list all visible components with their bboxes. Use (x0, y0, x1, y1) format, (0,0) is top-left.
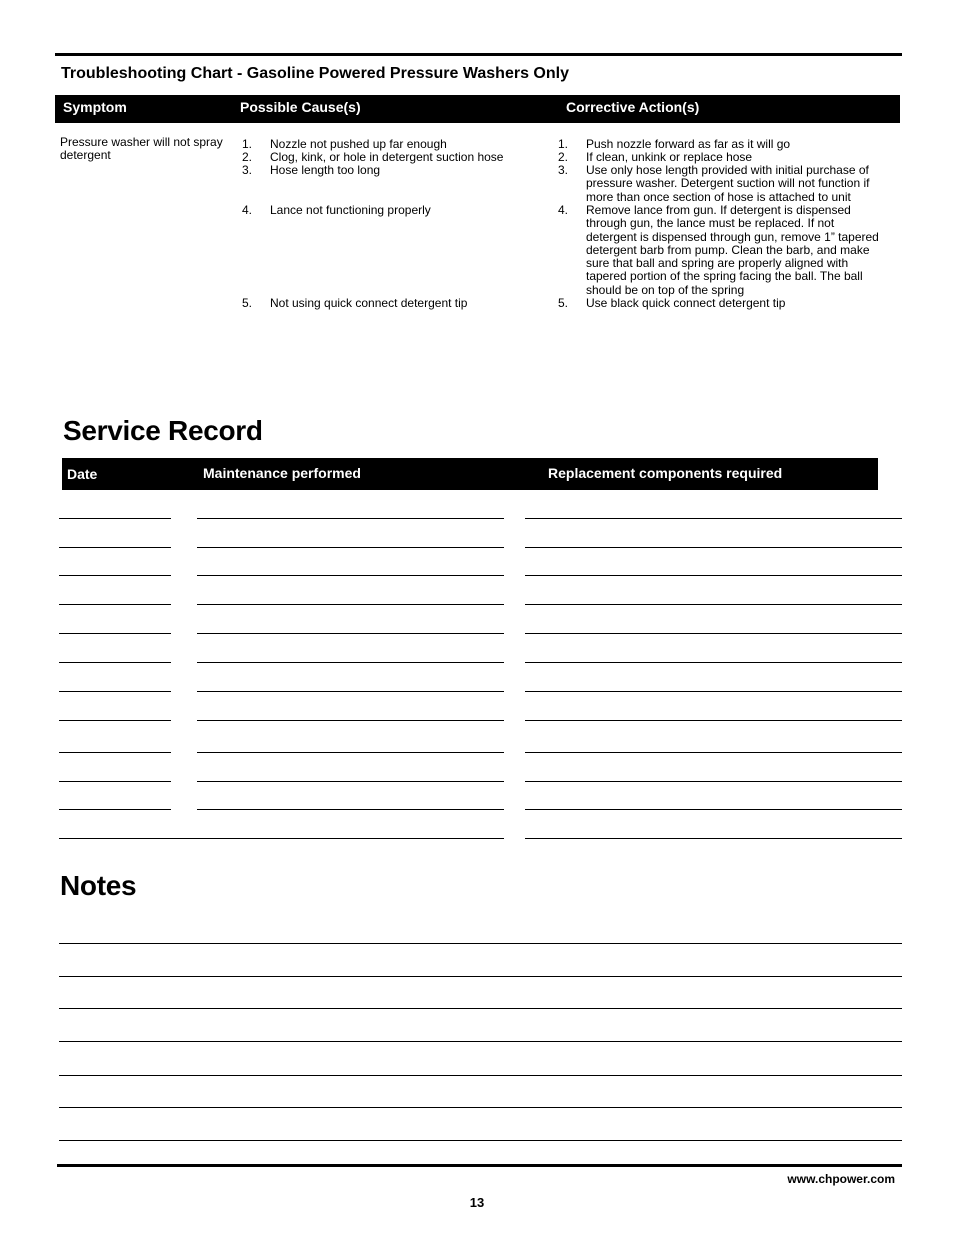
date-line (59, 518, 171, 519)
maintenance-line (197, 691, 504, 692)
header-date: Date (67, 466, 98, 482)
notes-title: Notes (60, 870, 137, 901)
replacement-line (525, 633, 902, 634)
top-rule (55, 53, 902, 56)
header-symptom: Symptom (63, 99, 127, 115)
date-line (59, 547, 171, 548)
date-line (59, 604, 171, 605)
replacement-line (525, 752, 902, 753)
maintenance-line (197, 720, 504, 721)
service-record-header-bar (62, 458, 878, 490)
replacement-line (525, 662, 902, 663)
date-line (59, 809, 171, 810)
troubleshooting-title: Troubleshooting Chart - Gasoline Powered Pressure Washers Only (61, 65, 569, 82)
replacement-line (525, 781, 902, 782)
replacement-line (525, 604, 902, 605)
date-line (59, 781, 171, 782)
replacement-line (525, 547, 902, 548)
notes-line (59, 1041, 902, 1042)
troubleshooting-header-bar (55, 95, 900, 123)
footer-url: www.chpower.com (787, 1172, 895, 1186)
notes-line (59, 1140, 902, 1141)
notes-line (59, 1107, 902, 1108)
replacement-line (525, 575, 902, 576)
maintenance-line (197, 752, 504, 753)
notes-line (59, 1008, 902, 1009)
maintenance-line (197, 633, 504, 634)
maintenance-line (197, 809, 504, 810)
page-number: 13 (469, 1195, 485, 1210)
notes-line (59, 976, 902, 977)
notes-line (59, 1075, 902, 1076)
date-line (59, 720, 171, 721)
replacement-line (525, 838, 902, 839)
date-line (59, 575, 171, 576)
header-corrective-actions: Corrective Action(s) (566, 99, 700, 115)
bottom-rule (57, 1164, 902, 1167)
replacement-line (525, 720, 902, 721)
service-record-title: Service Record (63, 415, 263, 446)
replacement-line (525, 809, 902, 810)
header-possible-causes: Possible Cause(s) (240, 99, 361, 115)
maintenance-line (197, 604, 504, 605)
date-line (59, 633, 171, 634)
replacement-line (525, 518, 902, 519)
maintenance-line (197, 781, 504, 782)
maintenance-line (197, 662, 504, 663)
maintenance-line (197, 575, 504, 576)
header-replacement-components: Replacement components required (548, 465, 783, 481)
maintenance-line (59, 838, 504, 839)
date-line (59, 691, 171, 692)
replacement-line (525, 691, 902, 692)
date-line (59, 662, 171, 663)
maintenance-line (197, 547, 504, 548)
date-line (59, 752, 171, 753)
header-maintenance-performed: Maintenance performed (203, 465, 361, 481)
notes-line (59, 943, 902, 944)
maintenance-line (197, 518, 504, 519)
symptom-text: Pressure washer will not spray detergent (60, 135, 223, 163)
